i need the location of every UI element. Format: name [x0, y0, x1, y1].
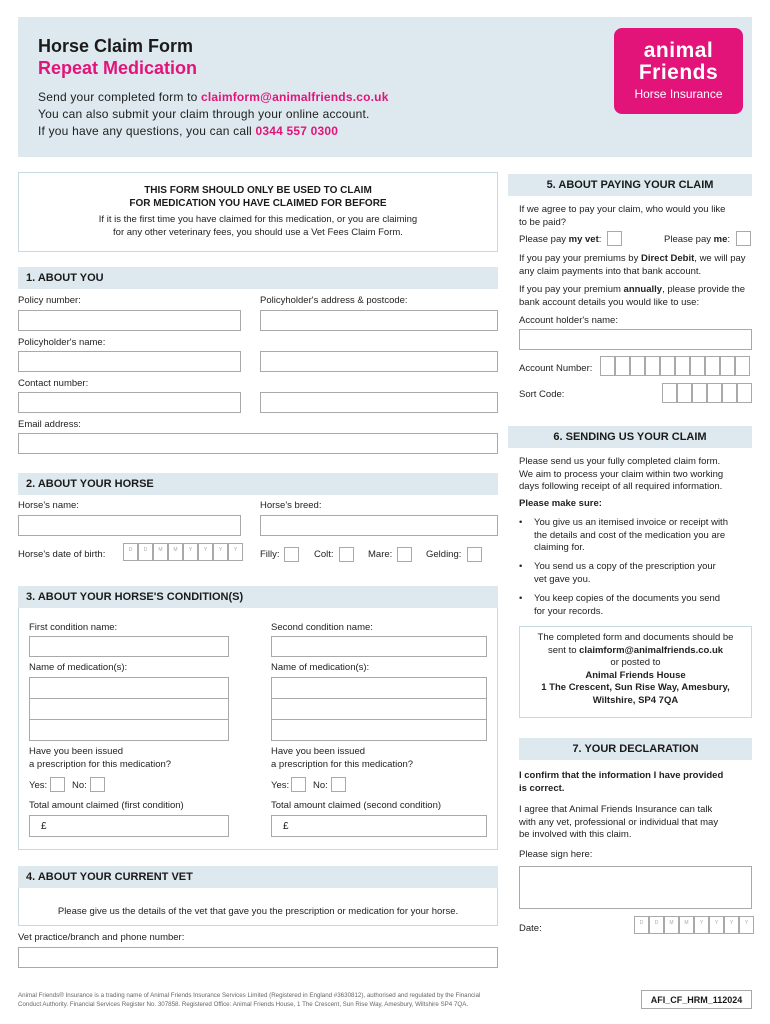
email-link[interactable]: claimform@animalfriends.co.uk [201, 90, 389, 104]
policyholder-name-label: Policyholder's name: [18, 337, 106, 348]
account-number-cell[interactable] [675, 356, 690, 376]
section-vet-header: 4. ABOUT YOUR CURRENT VET [18, 866, 498, 888]
date-label: Date: [519, 923, 542, 934]
horse-breed-field[interactable] [260, 515, 498, 536]
legal-footer: Animal Friends® Insurance is a trading name of Animal Friends Insurance Services Limited (Registered in England #3630812), authorised and regulated by the Financial Conduct Authority. Financial Services Register No. 307858. Registered Office: Animal Friends House, 1 The Crescent, Sun Rise Way, Amesbury, Wiltshire SP4 7QA. [18, 992, 481, 1008]
total2-label: Total amount claimed (second condition) [271, 800, 442, 811]
gelding-label: Gelding: [426, 549, 462, 560]
phone-link[interactable]: 0344 557 0300 [255, 124, 339, 138]
vet-practice-field[interactable] [18, 947, 498, 968]
notice-heading: THIS FORM SHOULD ONLY BE USED TO CLAIM FOR MEDICATION YOU HAVE CLAIMED FOR BEFORE [129, 185, 387, 209]
dob-cell[interactable]: M [153, 543, 168, 561]
account-number-cell[interactable] [645, 356, 660, 376]
medication2-field-3[interactable] [271, 719, 487, 741]
agree-text: I agree that Animal Friends Insurance can talk with any vet, professional or individual that may be involved with this claim. [519, 804, 719, 840]
filly-label: Filly: [260, 549, 280, 560]
gelding-checkbox[interactable] [467, 547, 482, 562]
sort-code-cell[interactable] [722, 383, 737, 403]
account-number-field[interactable] [600, 356, 750, 376]
colt-label: Colt: [314, 549, 334, 560]
medication1-field-2[interactable] [29, 698, 229, 720]
contact-number-label: Contact number: [18, 378, 89, 389]
dob-cell[interactable]: Y [198, 543, 213, 561]
pay-me-checkbox[interactable] [736, 231, 751, 246]
dob-cell[interactable]: M [168, 543, 183, 561]
medication2-field-2[interactable] [271, 698, 487, 720]
date-cell[interactable]: M [664, 916, 679, 934]
policy-number-label: Policy number: [18, 295, 81, 306]
filly-checkbox[interactable] [284, 547, 299, 562]
prescription-q1: Have you been issued a prescription for this medication? [29, 746, 172, 770]
email-field[interactable] [18, 433, 498, 454]
dob-cell[interactable]: D [123, 543, 138, 561]
account-holder-label: Account holder's name: [519, 315, 618, 326]
annual-info: If you pay your premium annually, please provide the bank account details you would like to use: [519, 284, 746, 308]
horse-breed-label: Horse's breed: [260, 500, 322, 511]
form-code: AFI_CF_HRM_112024 [641, 990, 752, 1009]
account-number-cell[interactable] [615, 356, 630, 376]
header-line-email: Send your completed form to claimform@animalfriends.co.uk [38, 90, 389, 104]
dob-cell[interactable]: Y [228, 543, 243, 561]
section-declaration-header: 7. YOUR DECLARATION [519, 738, 752, 760]
dob-cell[interactable]: Y [213, 543, 228, 561]
notice-body: If it is the first time you have claimed for this medication, or you are claiming for any other veterinary fees, you should use a Vet Fees Claim Form. [98, 214, 418, 238]
mare-label: Mare: [368, 549, 393, 560]
prescription-q2: Have you been issued a prescription for this medication? [271, 746, 414, 770]
medication1-field-1[interactable] [29, 677, 229, 699]
pay-me-label: Please pay me: [664, 234, 731, 245]
medication1-label: Name of medication(s): [29, 662, 128, 673]
sort-code-cell[interactable] [677, 383, 692, 403]
first-condition-field[interactable] [29, 636, 229, 657]
sort-code-cell[interactable] [737, 383, 752, 403]
sort-code-cell[interactable] [692, 383, 707, 403]
account-number-cell[interactable] [720, 356, 735, 376]
account-number-cell[interactable] [600, 356, 615, 376]
medication2-label: Name of medication(s): [271, 662, 370, 673]
horse-dob-field[interactable] [123, 543, 243, 561]
date-cell[interactable]: M [679, 916, 694, 934]
animal-friends-logo: animal Friends Horse Insurance [614, 28, 743, 114]
header-line-phone: If you have any questions, you can call 0344 557 0300 [38, 124, 339, 138]
date-cell[interactable]: D [649, 916, 664, 934]
no2-checkbox[interactable] [331, 777, 346, 792]
form-title: Horse Claim Form [38, 36, 194, 56]
address-label: Policyholder's address & postcode: [260, 295, 408, 306]
no1-label: No: [72, 780, 87, 791]
first-condition-label: First condition name: [29, 622, 118, 633]
address-field-2[interactable] [260, 351, 498, 372]
postal-address: The completed form and documents should be sent to claimform@animalfriends.co.uk or posted to Animal Friends House 1 The Crescent, Sun Rise Way, Amesbury, Wiltshire, SP4 7QA [537, 632, 734, 706]
policy-number-field[interactable] [18, 310, 241, 331]
pay-vet-label: Please pay my vet: [519, 234, 602, 245]
account-number-cell[interactable] [705, 356, 720, 376]
make-sure-heading: Please make sure: [519, 498, 602, 509]
second-condition-label: Second condition name: [271, 622, 373, 633]
contact-number-field[interactable] [18, 392, 241, 413]
signature-field[interactable] [519, 866, 752, 909]
account-number-cell[interactable] [690, 356, 705, 376]
bullet-prescription: • You send us a copy of the prescription your vet gave you. [519, 561, 716, 585]
second-condition-field[interactable] [271, 636, 487, 657]
section-about-you-header: 1. ABOUT YOU [18, 267, 498, 289]
no1-checkbox[interactable] [90, 777, 105, 792]
postal-email-link[interactable]: claimform@animalfriends.co.uk [579, 644, 724, 656]
total1-label: Total amount claimed (first condition) [29, 800, 184, 811]
no2-label: No: [313, 780, 328, 791]
account-holder-field[interactable] [519, 329, 752, 350]
dob-cell[interactable]: Y [183, 543, 198, 561]
date-cell[interactable]: Y [709, 916, 724, 934]
yes2-label: Yes: [271, 780, 290, 791]
mare-checkbox[interactable] [397, 547, 412, 562]
yes1-label: Yes: [29, 780, 48, 791]
horse-name-label: Horse's name: [18, 500, 79, 511]
account-number-cell[interactable] [735, 356, 750, 376]
header-line-online: You can also submit your claim through your online account. [38, 107, 370, 121]
date-cell[interactable]: D [634, 916, 649, 934]
section-condition-header: 3. ABOUT YOUR HORSE'S CONDITION(S) [18, 586, 498, 608]
medication1-field-3[interactable] [29, 719, 229, 741]
horse-name-field[interactable] [18, 515, 241, 536]
section-sending-header: 6. SENDING US YOUR CLAIM [508, 426, 752, 448]
sort-code-cell[interactable] [662, 383, 677, 403]
dob-cell[interactable]: D [138, 543, 153, 561]
sort-code-label: Sort Code: [519, 389, 565, 400]
yes2-checkbox[interactable] [291, 777, 306, 792]
bullet-invoice: • You give us an itemised invoice or receipt with the details and cost of the medication you are claiming for. [519, 517, 728, 553]
declaration-date-field[interactable] [634, 916, 754, 934]
sort-code-field[interactable] [662, 383, 752, 403]
who-paid-question: If we agree to pay your claim, who would you like to be paid? [519, 204, 726, 228]
account-number-cell[interactable] [660, 356, 675, 376]
address-field-1[interactable] [260, 310, 498, 331]
form-subtitle: Repeat Medication [38, 58, 198, 78]
date-cell[interactable]: Y [724, 916, 739, 934]
total1-field[interactable]: £ [29, 815, 229, 837]
vet-intro: Please give us the details of the vet that gave you the prescription or medication for your horse. [57, 906, 459, 917]
account-number-cell[interactable] [630, 356, 645, 376]
colt-checkbox[interactable] [339, 547, 354, 562]
account-number-label: Account Number: [519, 363, 593, 374]
medication2-field-1[interactable] [271, 677, 487, 699]
yes1-checkbox[interactable] [50, 777, 65, 792]
policyholder-name-field[interactable] [18, 351, 241, 372]
vet-practice-label: Vet practice/branch and phone number: [18, 932, 185, 943]
pay-vet-checkbox[interactable] [607, 231, 622, 246]
bullet-copies: • You keep copies of the documents you send for your records. [519, 593, 721, 617]
sending-intro: Please send us your fully completed claim form. We aim to process your claim within two working days following receipt of all required information. [519, 456, 724, 492]
horse-dob-label: Horse's date of birth: [18, 549, 106, 560]
date-cell[interactable]: Y [694, 916, 709, 934]
section-paying-header: 5. ABOUT PAYING YOUR CLAIM [508, 174, 752, 196]
email-label: Email address: [18, 419, 81, 430]
direct-debit-info: If you pay your premiums by Direct Debit, we will pay any claim payments into that bank account. [519, 253, 746, 277]
total2-field[interactable]: £ [271, 815, 487, 837]
section-about-horse-header: 2. ABOUT YOUR HORSE [18, 473, 498, 495]
confirm-text: I confirm that the information I have provided is correct. [519, 770, 724, 794]
address-field-3[interactable] [260, 392, 498, 413]
sign-label: Please sign here: [519, 849, 593, 860]
sort-code-cell[interactable] [707, 383, 722, 403]
date-cell[interactable]: Y [739, 916, 754, 934]
